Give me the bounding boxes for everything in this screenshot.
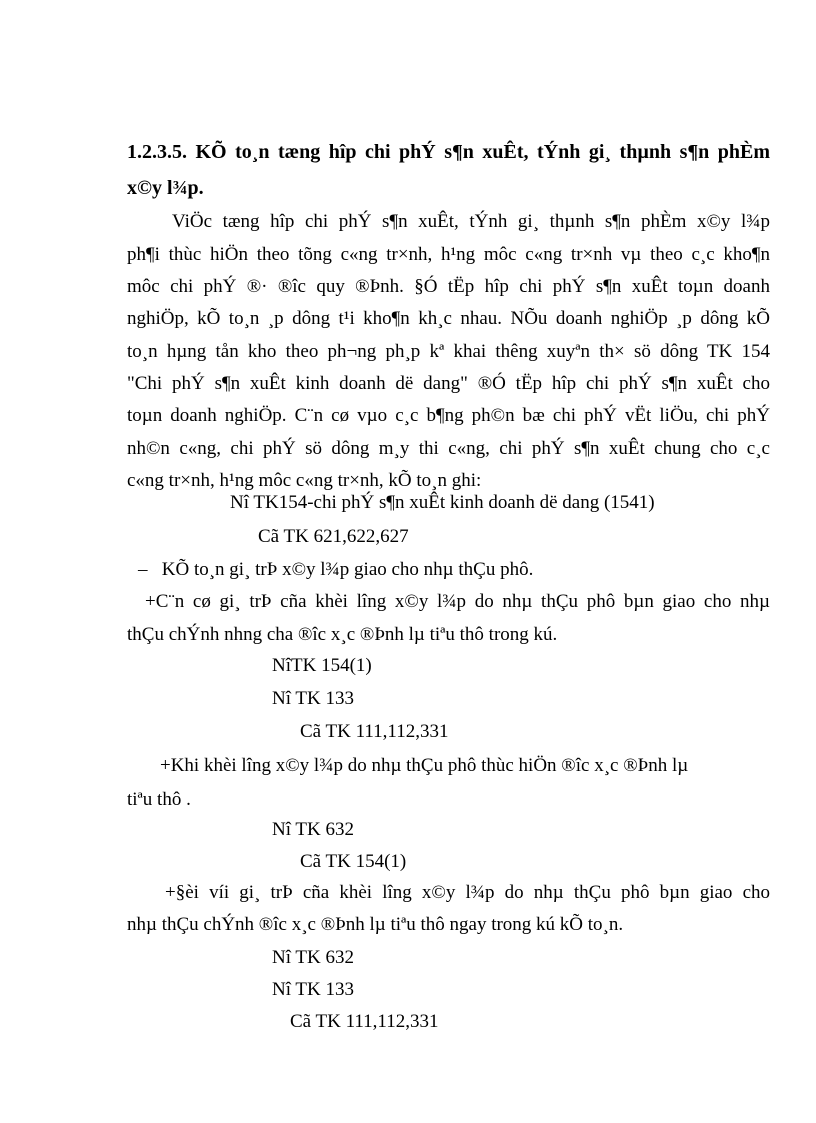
case-line: tiªu thô . <box>127 789 191 810</box>
section-heading-cont: x©y l¾p. <box>127 177 204 199</box>
credit-entry: Cã TK 621,622,627 <box>258 526 409 547</box>
credit-entry: Cã TK 154(1) <box>300 851 407 872</box>
debit-entry: Nî TK 133 <box>272 979 354 1000</box>
debit-entry: Nî TK154-chi phÝ s¶n xuÊt kinh doanh dë dang (1541) <box>230 492 655 513</box>
dash-item: – KÕ to¸n gi¸ trÞ x©y l¾p giao cho nhµ thÇu phô. <box>138 559 534 580</box>
case-line: thÇu chÝnh nhng cha ®îc x¸c ®Þnh lµ tiªu thô trong kú. <box>127 624 558 645</box>
paragraph-line: nh©n c«ng, chi phÝ sö dông m¸y thi c«ng, chi phÝ s¶n xuÊt chung cho c¸c <box>127 438 770 459</box>
debit-entry: Nî TK 133 <box>272 688 354 709</box>
paragraph-line: toµn doanh nghiÖp. C¨n cø vµo c¸c b¶ng ph©n bæ chi phÝ vËt liÖu, chi phÝ <box>127 405 770 426</box>
paragraph-line: nghiÖp, kÕ to¸n ¸p dông t¹i kho¶n kh¸c nhau. NÕu doanh nghiÖp ¸p dông kÕ <box>127 308 770 329</box>
case-line: nhµ thÇu chÝnh ®îc x¸c ®Þnh lµ tiªu thô ngay trong kú kÕ to¸n. <box>127 914 624 935</box>
paragraph-line: "Chi phÝ s¶n xuÊt kinh doanh dë dang" ®Ó tËp hîp chi phÝ s¶n xuÊt cho <box>127 373 770 394</box>
debit-entry: Nî TK 632 <box>272 819 354 840</box>
credit-entry: Cã TK 111,112,331 <box>300 721 449 742</box>
case-line: +C¨n cø gi¸ trÞ cña khèi lîng x©y l¾p do nhµ thÇu phô bµn giao cho nhµ <box>145 591 770 612</box>
credit-entry: Cã TK 111,112,331 <box>290 1011 439 1032</box>
section-heading: 1.2.3.5. KÕ to¸n tæng hîp chi phÝ s¶n xuÊt, tÝnh gi¸ thµnh s¶n phÈm <box>127 141 770 163</box>
case-line: +§èi víi gi¸ trÞ cña khèi lîng x©y l¾p do nhµ thÇu phô bµn giao cho <box>165 882 770 903</box>
debit-entry: Nî TK 632 <box>272 947 354 968</box>
paragraph-line: ViÖc tæng hîp chi phÝ s¶n xuÊt, tÝnh gi¸ thµnh s¶n phÈm x©y l¾p <box>172 211 770 232</box>
paragraph-line: to¸n hµng tån kho theo ph¬ng ph¸p kª khai thêng xuyªn th× sö dông TK 154 <box>127 341 770 362</box>
paragraph-line: ph¶i thùc hiÖn theo tõng c«ng tr×nh, h¹ng môc c«ng tr×nh vµ theo c¸c kho¶n <box>127 244 770 265</box>
debit-entry: NîTK 154(1) <box>272 655 372 676</box>
paragraph-line: c«ng tr×nh, h¹ng môc c«ng tr×nh, kÕ to¸n ghi: <box>127 470 482 491</box>
case-line: +Khi khèi lîng x©y l¾p do nhµ thÇu phô thùc hiÖn ®îc x¸c ®Þnh lµ <box>160 755 689 776</box>
paragraph-line: môc chi phÝ ®· ®îc quy ®Þnh. §Ó tËp hîp chi phÝ s¶n xuÊt toµn doanh <box>127 276 770 297</box>
